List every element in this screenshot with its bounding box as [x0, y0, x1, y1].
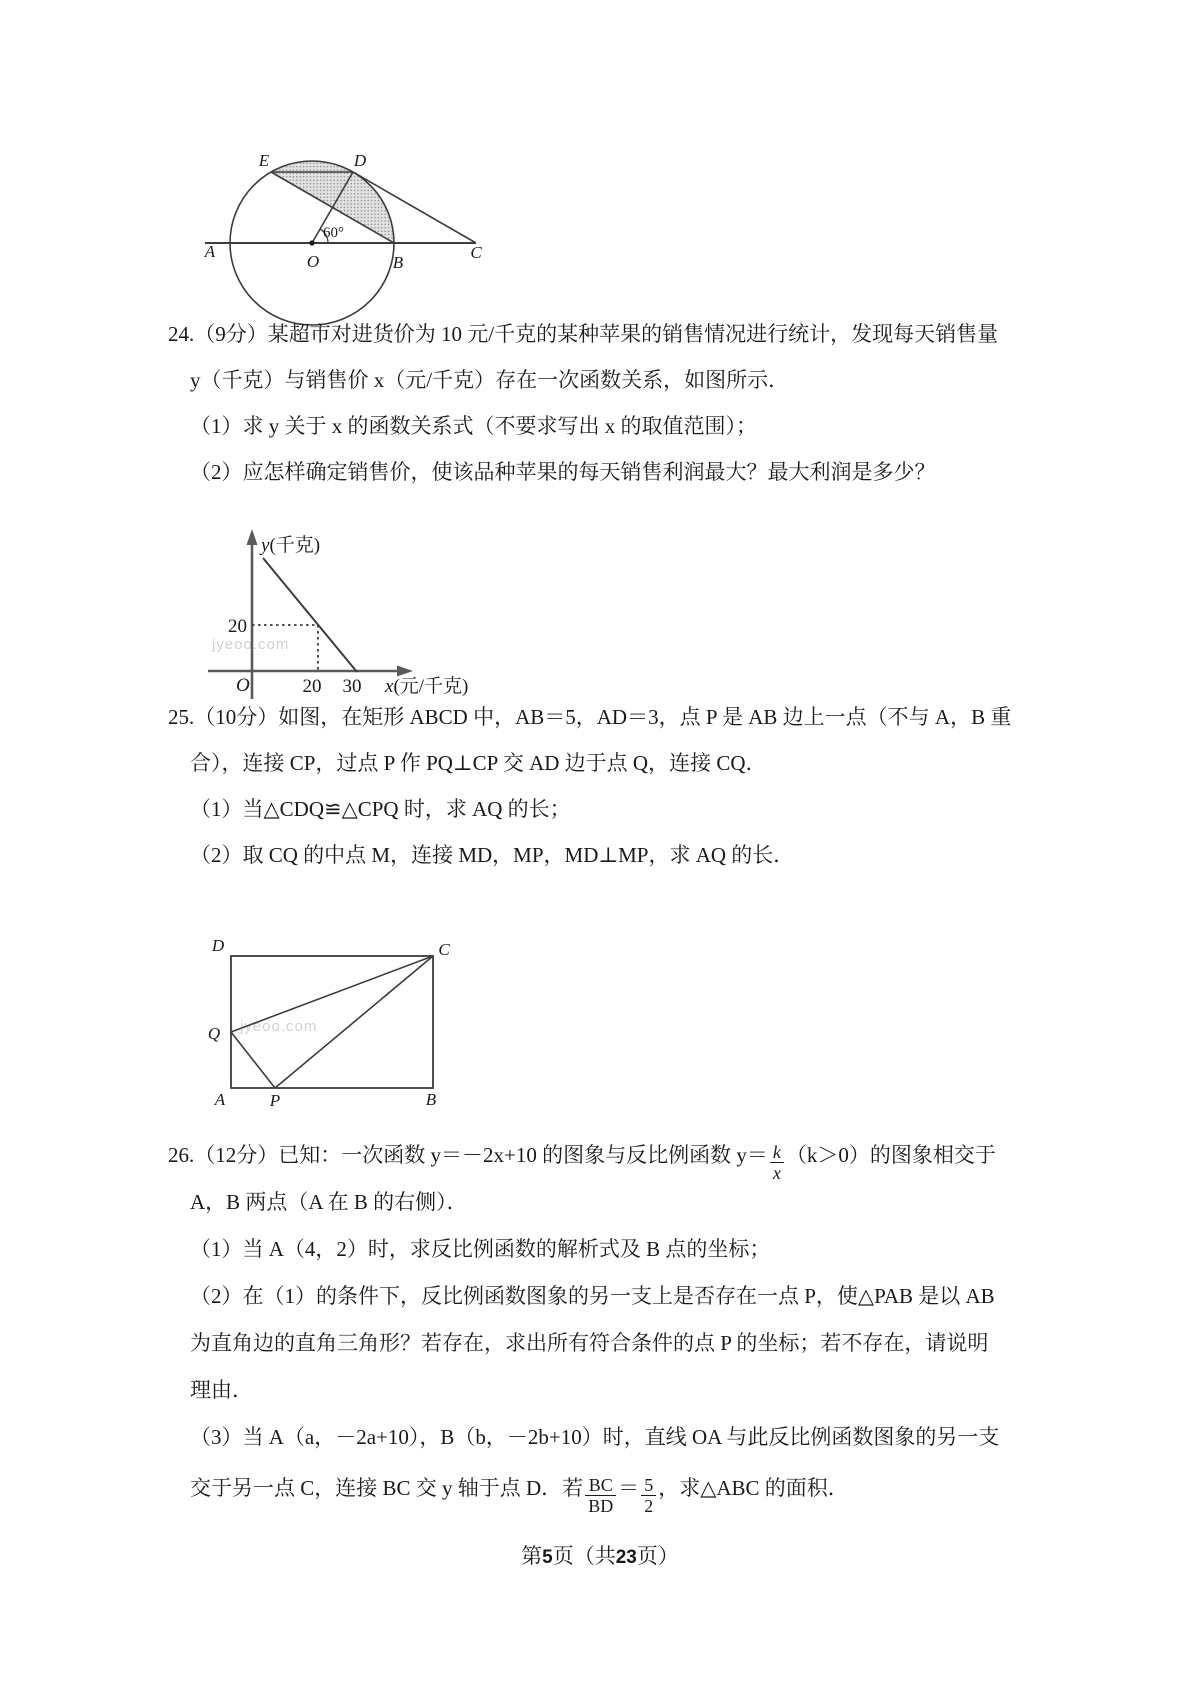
fraction-denominator: x [772, 1163, 781, 1184]
q26-line-2: A，B 两点（A 在 B 的右侧）． [190, 1190, 468, 1214]
y-axis-var: y [261, 535, 270, 556]
fraction-5-over-2 [639, 1475, 658, 1516]
label-B: B [425, 1090, 437, 1109]
page-footer [0, 1540, 1200, 1570]
fraction-BC-over-BD [583, 1475, 618, 1516]
label-P: P [269, 1091, 281, 1110]
label-B: B [392, 253, 404, 272]
watermark-graph: jyeoo.com [212, 636, 290, 653]
footer-suffix: 页） [636, 1544, 679, 1568]
q25-rect-diagram [190, 933, 482, 1119]
q25-line-4: （2）取 CQ 的中点 M，连接 MD，MP，MD⊥MP，求 AQ 的长． [190, 843, 795, 867]
y-axis-unit: (千克) [269, 535, 321, 556]
q24-line-4: （2）应怎样确定销售价，使该品种苹果的每天销售利润最大？最大利润是多少？ [190, 460, 936, 484]
angle-60-label: 60° [323, 225, 344, 241]
q26-line1-suffix: （k＞0）的图象相交于 [785, 1143, 996, 1167]
x-axis-var: x [385, 676, 394, 697]
label-A: A [204, 242, 216, 261]
q24-line-3: （1）求 y 关于 x 的函数关系式（不要求写出 x 的取值范围）； [190, 414, 757, 438]
fraction-numerator: k [770, 1142, 784, 1163]
fraction-numerator: 5 [641, 1475, 656, 1496]
watermark-rect: jyeoo.com [240, 1018, 318, 1035]
q26-line-4: （2）在（1）的条件下，反比例函数图象的另一支上是否存在一点 P，使△PAB 是以 AB [190, 1284, 995, 1308]
function-line [263, 558, 357, 672]
x-axis-arrow [397, 666, 413, 677]
fraction-k-over-x [768, 1142, 786, 1183]
q26-line-5: 为直角边的直角三角形？若存在，求出所有符合条件的点 P 的坐标；若不存在，请说明 [190, 1331, 989, 1355]
label-C: C [470, 243, 482, 262]
label-O: O [306, 252, 320, 271]
label-D: D [353, 151, 367, 170]
q25-line-1: 25.（10分）如图，在矩形 ABCD 中，AB＝5，AD＝3，点 P 是 AB 边上一点（不与 A，B 重 [168, 705, 1012, 729]
footer-page-number: 5 [542, 1547, 553, 1568]
label-D: D [211, 936, 225, 955]
x-axis-unit: (元/千克) [393, 676, 469, 697]
circle-diagram [180, 128, 500, 342]
question-25 [168, 694, 1040, 878]
q26-line8-prefix: 交于另一点 C，连接 BC 交 y 轴于点 D．若 [190, 1476, 584, 1500]
label-Q: Q [207, 1024, 221, 1043]
origin-label: O [236, 675, 250, 696]
y-tick-20: 20 [228, 616, 247, 637]
q24-graph [185, 485, 530, 705]
question-24 [168, 311, 1040, 495]
footer-prefix: 第 [521, 1544, 543, 1568]
fraction-denominator: 2 [644, 1496, 654, 1517]
label-A: A [214, 1090, 226, 1109]
label-E: E [258, 151, 270, 170]
footer-middle: 页（共 [552, 1544, 616, 1568]
q24-line-1: 24.（9分）某超市对进货价为 10 元/千克的某种苹果的销售情况进行统计，发现每天销售量 [168, 322, 999, 346]
question-26 [168, 1132, 1040, 1515]
x-tick-20: 20 [302, 676, 322, 697]
q26-line-3: （1）当 A（4，2）时，求反比例函数的解析式及 B 点的坐标； [190, 1237, 771, 1261]
line-QP [231, 1032, 275, 1088]
q26-line-7: （3）当 A（a，－2a+10），B（b，－2b+10）时，直线 OA 与此反比例函数图象的另一支 [190, 1425, 1000, 1449]
fraction-numerator: BC [585, 1475, 616, 1496]
x-tick-30: 30 [342, 676, 362, 697]
y-axis-arrow [247, 529, 258, 545]
q26-equals: ＝ [618, 1476, 640, 1500]
footer-total-pages: 23 [615, 1547, 637, 1568]
center-dot [309, 240, 314, 245]
q25-line-3: （1）当△CDQ≌△CPQ 时，求 AQ 的长； [190, 797, 571, 821]
q25-line-2: 合），连接 CP，过点 P 作 PQ⊥CP 交 AD 边于点 Q，连接 CQ． [190, 751, 767, 775]
fraction-denominator: BD [588, 1496, 614, 1517]
q26-line-1 [168, 1132, 1040, 1184]
label-C: C [438, 940, 450, 959]
y-axis-label [259, 534, 320, 556]
q26-line1-prefix: 26.（12分）已知：一次函数 y＝－2x+10 的图象与反比例函数 y＝ [168, 1143, 768, 1167]
q26-line-6: 理由． [190, 1378, 253, 1402]
q24-line-2: y（千克）与销售价 x（元/千克）存在一次函数关系，如图所示． [190, 368, 790, 392]
q26-line-8 [168, 1461, 1040, 1515]
q26-line8-suffix: ，求△ABC 的面积． [658, 1476, 849, 1500]
